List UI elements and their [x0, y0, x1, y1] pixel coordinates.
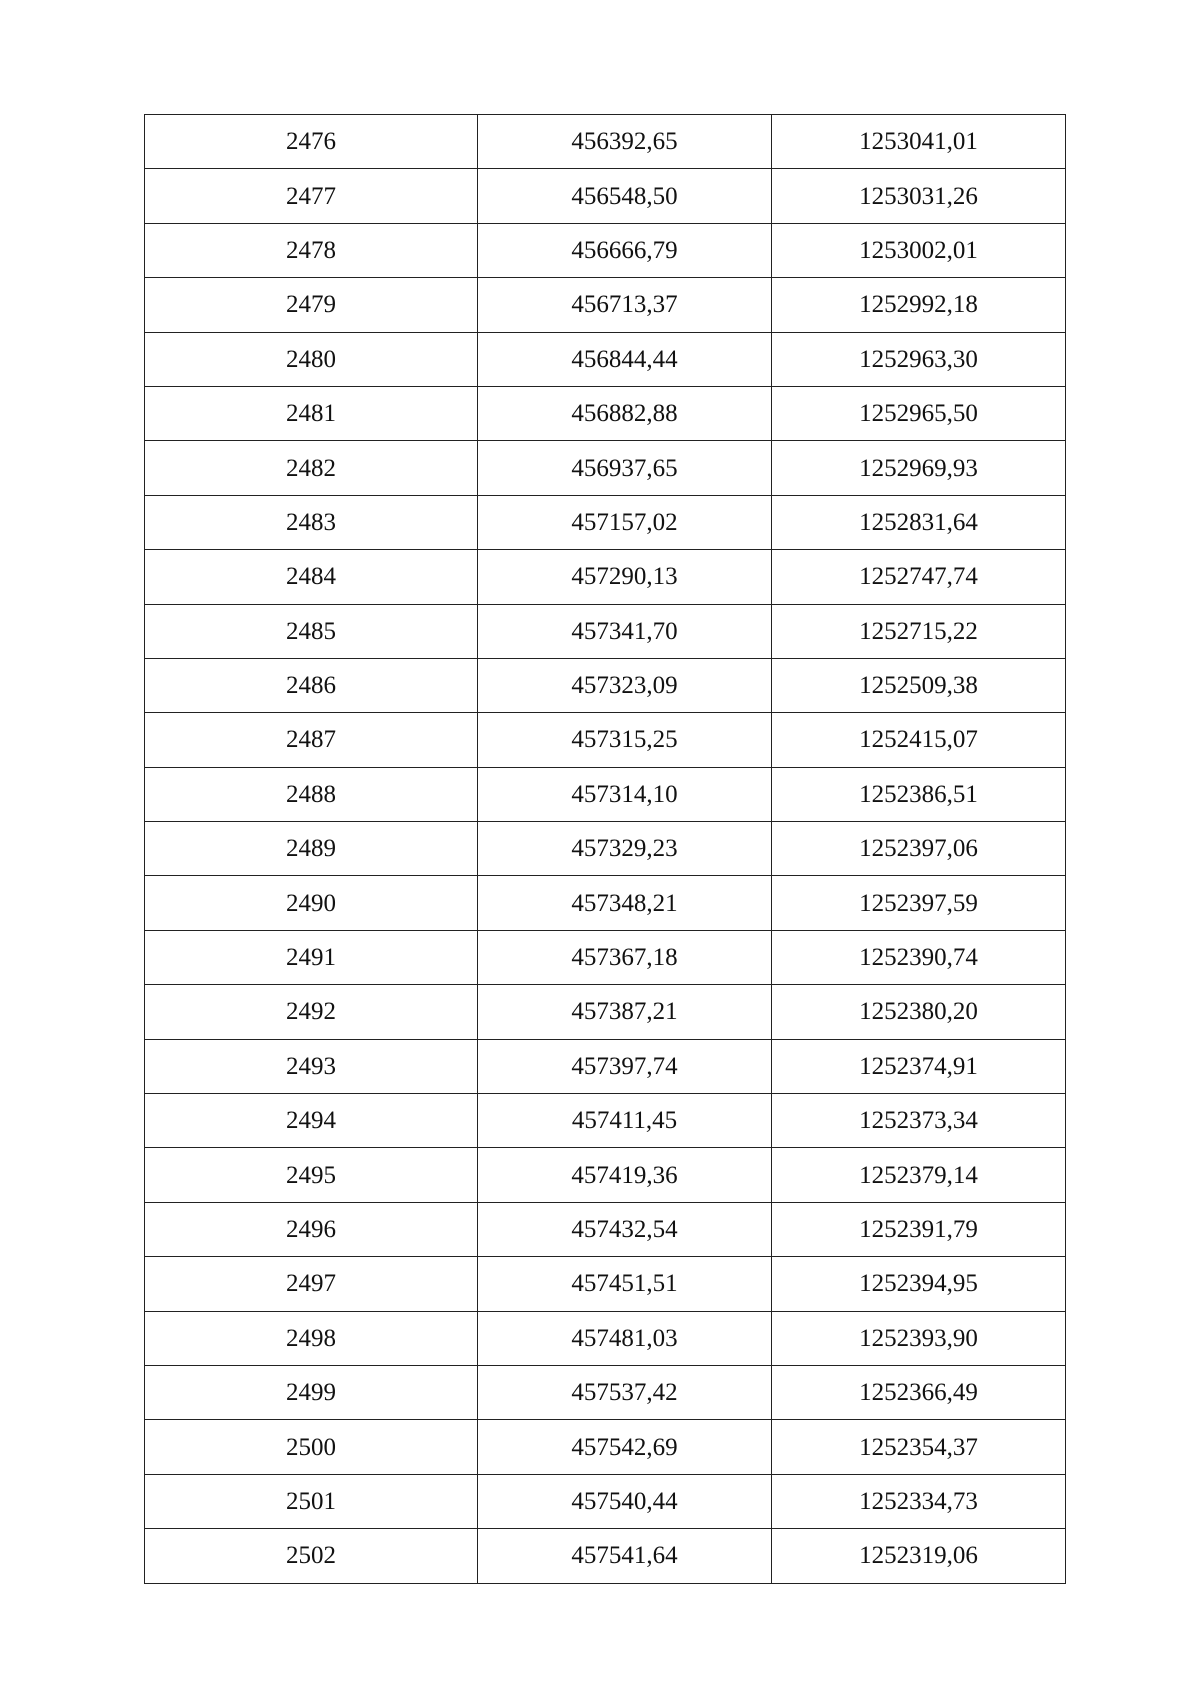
y-coordinate-cell: 1252379,14: [772, 1148, 1066, 1202]
table-row: [145, 1420, 1066, 1474]
x-coordinate-cell: 457290,13: [478, 550, 772, 604]
y-coordinate-cell: 1252509,38: [772, 658, 1066, 712]
y-coordinate-cell: 1252394,95: [772, 1257, 1066, 1311]
point-number-cell: 2496: [145, 1202, 478, 1256]
table-row: [145, 386, 1066, 440]
y-coordinate-cell: 1252397,59: [772, 876, 1066, 930]
x-coordinate-cell: 457329,23: [478, 822, 772, 876]
x-coordinate-cell: 457315,25: [478, 713, 772, 767]
x-coordinate-cell: 457411,45: [478, 1094, 772, 1148]
y-coordinate-cell: 1252393,90: [772, 1311, 1066, 1365]
point-number-cell: 2487: [145, 713, 478, 767]
table-row: [145, 1148, 1066, 1202]
y-coordinate-cell: 1253002,01: [772, 223, 1066, 277]
table-row: [145, 332, 1066, 386]
point-number-cell: 2494: [145, 1094, 478, 1148]
y-coordinate-cell: 1252354,37: [772, 1420, 1066, 1474]
table-row: [145, 278, 1066, 332]
x-coordinate-cell: 457451,51: [478, 1257, 772, 1311]
table-row: [145, 713, 1066, 767]
table-row: [145, 495, 1066, 549]
y-coordinate-cell: 1252965,50: [772, 386, 1066, 440]
y-coordinate-cell: 1252386,51: [772, 767, 1066, 821]
table-row: [145, 985, 1066, 1039]
y-coordinate-cell: 1253031,26: [772, 169, 1066, 223]
point-number-cell: 2480: [145, 332, 478, 386]
point-number-cell: 2482: [145, 441, 478, 495]
point-number-cell: 2497: [145, 1257, 478, 1311]
point-number-cell: 2481: [145, 386, 478, 440]
table-row: [145, 223, 1066, 277]
y-coordinate-cell: 1253041,01: [772, 115, 1066, 169]
point-number-cell: 2483: [145, 495, 478, 549]
point-number-cell: 2490: [145, 876, 478, 930]
y-coordinate-cell: 1252415,07: [772, 713, 1066, 767]
point-number-cell: 2478: [145, 223, 478, 277]
coordinates-table-body: [145, 115, 1066, 1584]
x-coordinate-cell: 457419,36: [478, 1148, 772, 1202]
y-coordinate-cell: 1252373,34: [772, 1094, 1066, 1148]
point-number-cell: 2485: [145, 604, 478, 658]
table-row: [145, 1474, 1066, 1528]
y-coordinate-cell: 1252334,73: [772, 1474, 1066, 1528]
table-row: [145, 658, 1066, 712]
x-coordinate-cell: 456548,50: [478, 169, 772, 223]
x-coordinate-cell: 457432,54: [478, 1202, 772, 1256]
x-coordinate-cell: 456937,65: [478, 441, 772, 495]
table-row: [145, 876, 1066, 930]
table-row: [145, 1365, 1066, 1419]
x-coordinate-cell: 457314,10: [478, 767, 772, 821]
x-coordinate-cell: 457157,02: [478, 495, 772, 549]
y-coordinate-cell: 1252380,20: [772, 985, 1066, 1039]
x-coordinate-cell: 456713,37: [478, 278, 772, 332]
table-row: [145, 115, 1066, 169]
x-coordinate-cell: 457542,69: [478, 1420, 772, 1474]
table-row: [145, 1529, 1066, 1583]
point-number-cell: 2491: [145, 930, 478, 984]
table-row: [145, 767, 1066, 821]
x-coordinate-cell: 457397,74: [478, 1039, 772, 1093]
point-number-cell: 2479: [145, 278, 478, 332]
y-coordinate-cell: 1252992,18: [772, 278, 1066, 332]
y-coordinate-cell: 1252390,74: [772, 930, 1066, 984]
x-coordinate-cell: 457387,21: [478, 985, 772, 1039]
point-number-cell: 2492: [145, 985, 478, 1039]
y-coordinate-cell: 1252715,22: [772, 604, 1066, 658]
point-number-cell: 2476: [145, 115, 478, 169]
point-number-cell: 2499: [145, 1365, 478, 1419]
x-coordinate-cell: 457540,44: [478, 1474, 772, 1528]
x-coordinate-cell: 457537,42: [478, 1365, 772, 1419]
y-coordinate-cell: 1252747,74: [772, 550, 1066, 604]
point-number-cell: 2489: [145, 822, 478, 876]
table-row: [145, 169, 1066, 223]
point-number-cell: 2486: [145, 658, 478, 712]
coordinates-table: [144, 114, 1066, 1584]
point-number-cell: 2488: [145, 767, 478, 821]
point-number-cell: 2501: [145, 1474, 478, 1528]
table-row: [145, 1094, 1066, 1148]
x-coordinate-cell: 457367,18: [478, 930, 772, 984]
y-coordinate-cell: 1252391,79: [772, 1202, 1066, 1256]
table-row: [145, 441, 1066, 495]
point-number-cell: 2484: [145, 550, 478, 604]
x-coordinate-cell: 457323,09: [478, 658, 772, 712]
table-row: [145, 822, 1066, 876]
x-coordinate-cell: 456392,65: [478, 115, 772, 169]
y-coordinate-cell: 1252397,06: [772, 822, 1066, 876]
table-row: [145, 1311, 1066, 1365]
point-number-cell: 2498: [145, 1311, 478, 1365]
y-coordinate-cell: 1252366,49: [772, 1365, 1066, 1419]
point-number-cell: 2477: [145, 169, 478, 223]
y-coordinate-cell: 1252374,91: [772, 1039, 1066, 1093]
y-coordinate-cell: 1252969,93: [772, 441, 1066, 495]
x-coordinate-cell: 457348,21: [478, 876, 772, 930]
x-coordinate-cell: 456882,88: [478, 386, 772, 440]
table-row: [145, 1039, 1066, 1093]
point-number-cell: 2493: [145, 1039, 478, 1093]
table-row: [145, 604, 1066, 658]
table-row: [145, 1202, 1066, 1256]
table-row: [145, 1257, 1066, 1311]
point-number-cell: 2500: [145, 1420, 478, 1474]
table-row: [145, 930, 1066, 984]
point-number-cell: 2495: [145, 1148, 478, 1202]
x-coordinate-cell: 457481,03: [478, 1311, 772, 1365]
y-coordinate-cell: 1252831,64: [772, 495, 1066, 549]
y-coordinate-cell: 1252963,30: [772, 332, 1066, 386]
x-coordinate-cell: 456844,44: [478, 332, 772, 386]
x-coordinate-cell: 457541,64: [478, 1529, 772, 1583]
y-coordinate-cell: 1252319,06: [772, 1529, 1066, 1583]
x-coordinate-cell: 457341,70: [478, 604, 772, 658]
x-coordinate-cell: 456666,79: [478, 223, 772, 277]
table-row: [145, 550, 1066, 604]
point-number-cell: 2502: [145, 1529, 478, 1583]
